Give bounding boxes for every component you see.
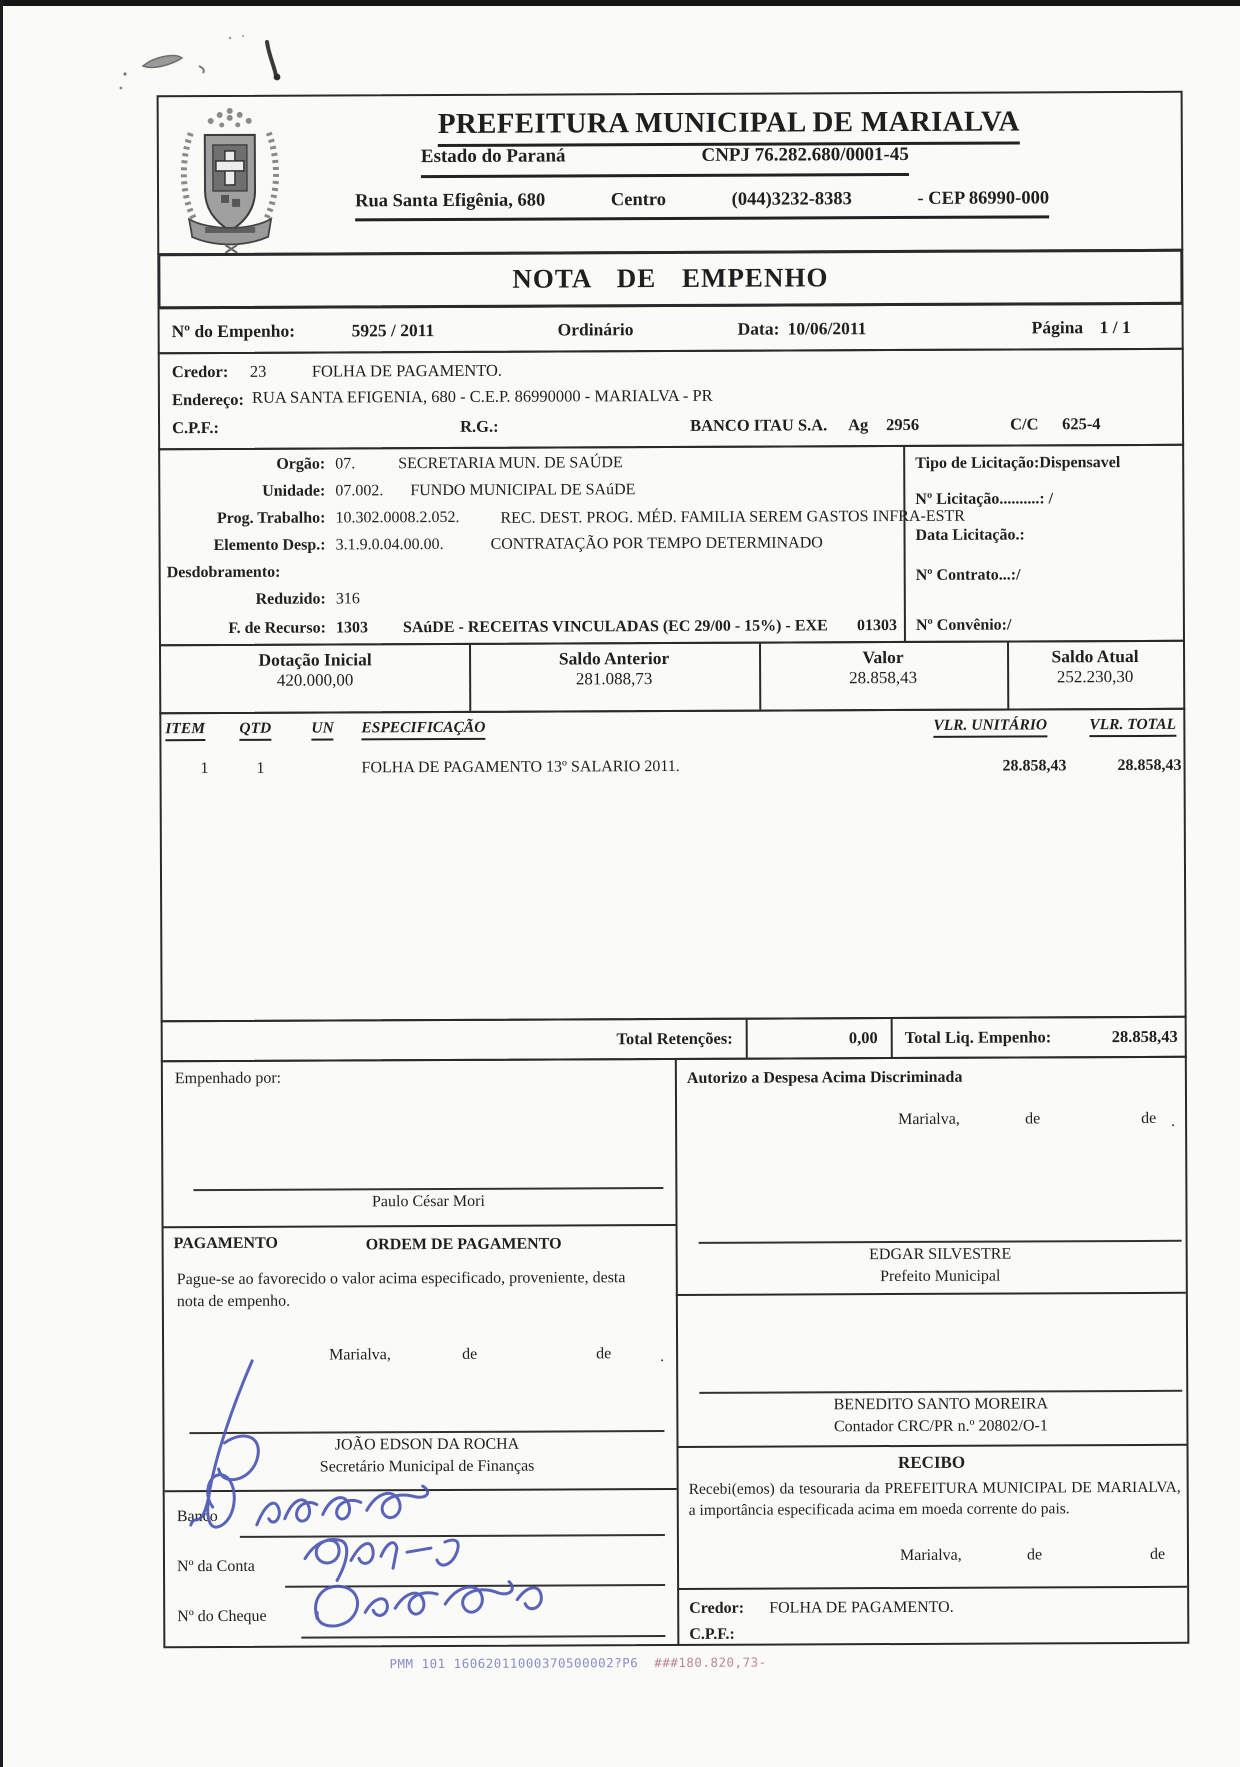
banco-handwriting-ink: [257, 1486, 428, 1525]
saldo-atual-label: Saldo Atual: [1051, 645, 1139, 667]
total-liq-value: 28.858,43: [1111, 1026, 1178, 1047]
left-dot: .: [660, 1348, 665, 1366]
orgao-desc: SECRETARIA MUN. DE SAÚDE: [398, 454, 623, 473]
nota-de-empenho-form: [157, 91, 1190, 1672]
item-number: 1: [200, 760, 209, 778]
empenho-date-label: Data:: [737, 318, 780, 339]
items-header-unit: VLR. UNITÁRIO: [933, 716, 1047, 737]
totals-divider-2: [891, 1019, 893, 1057]
right-de-2a: de: [1026, 1546, 1043, 1564]
conta-handwriting-ink: [305, 1539, 458, 1581]
signature-line-contador: [699, 1390, 1182, 1394]
left-panel-divider-1: [164, 1224, 676, 1228]
orgao-code: 07.: [335, 455, 356, 473]
data-licitacao: Data Licitação.:: [915, 526, 1025, 544]
right-de-1b: de: [1141, 1109, 1157, 1127]
header-address-row: [355, 188, 1049, 221]
sig-name-benedito-moreira: BENEDITO SANTO MOREIRA: [833, 1395, 1049, 1414]
header-org-name-wrap: [289, 105, 1169, 148]
document-title: NOTA DE EMPENHO: [512, 262, 829, 294]
left-de-1: de: [462, 1345, 478, 1363]
pague-se-text: Pague-se ao favorecido o valor acima especificado, proveniente, desta nota de empenho.: [176, 1269, 626, 1311]
sig-name-paulo-cesar-mori: Paulo César Mori: [371, 1192, 485, 1211]
fonte-recurso-desc: SAúDE - RECEITAS VINCULADAS (EC 29/00 - 15%) - EXE: [402, 617, 828, 637]
right-city-1: Marialva,: [898, 1110, 960, 1129]
valor-cell: [759, 647, 1007, 689]
recibo-text: Recebi(emos) da tesouraria da PREFEITURA MUNICIPAL DE MARIALVA, a importância especificada acima em moeda corrente do pais.: [688, 1478, 1181, 1519]
item-vlr-total: 28.858,43: [1117, 756, 1182, 775]
empenhado-por-label: Empenhado por:: [174, 1069, 282, 1088]
empenho-number-row: [158, 303, 1184, 354]
tipo-licitacao: Tipo de Licitação:Dispensavel: [915, 454, 1121, 472]
credor-label: Credor:: [171, 361, 229, 382]
sig-role-prefeito: Prefeito Municipal: [880, 1267, 1001, 1286]
coat-of-arms-logo: [171, 103, 290, 254]
total-retencoes-label: Total Retenções:: [616, 1028, 733, 1049]
items-header-un: UN: [311, 719, 333, 740]
bank-processing-stamp: [389, 1655, 766, 1672]
right-panel-divider-3: [677, 1586, 1187, 1590]
prog-trabalho-code: 10.302.0008.2.052.: [335, 508, 460, 527]
orgao-label: Orgão:: [276, 455, 326, 473]
totals-band: [161, 1016, 1187, 1062]
stamp-amount: ###180.820,73-: [654, 1654, 767, 1671]
licitacao-column-divider: [903, 447, 906, 641]
num-licitacao: Nº Licitação..........: /: [915, 490, 1054, 508]
empenho-date-value: 10/06/2011: [787, 318, 867, 339]
elemento-desp-code: 3.1.9.0.04.00.00.: [335, 535, 444, 554]
recibo-title: RECIBO: [897, 1452, 966, 1473]
page-value: 1 / 1: [1099, 316, 1131, 338]
right-de-2b: de: [1149, 1545, 1166, 1563]
org-name: PREFEITURA MUNICIPAL DE MARIALVA: [438, 105, 1020, 147]
unidade-code: 07.002.: [335, 482, 384, 500]
sig-name-joao-edson: JOÃO EDSON DA ROCHA: [334, 1435, 520, 1454]
handwritten-ink-overlay: [164, 1345, 685, 1647]
credor-code: 23: [249, 361, 267, 381]
item-qtd: 1: [256, 759, 265, 777]
saldo-anterior-label: Saldo Anterior: [558, 648, 670, 669]
items-header-total: VLR. TOTAL: [1089, 716, 1176, 737]
fonte-recurso-extra: 01303: [856, 617, 897, 635]
unidade-label: Unidade:: [262, 482, 326, 500]
total-liq-label: Total Liq. Empenho:: [904, 1027, 1052, 1047]
signature-line-prefeito: [699, 1240, 1182, 1244]
num-contrato: Nº Contrato...:/: [915, 566, 1021, 584]
items-header-qtd: QTD: [239, 720, 271, 741]
totals-divider-1: [746, 1020, 748, 1058]
items-header-item: ITEM: [165, 720, 205, 741]
stamp-code: PMM 101 16062011000370500002?P6: [389, 1655, 639, 1672]
right-panel-divider-2: [677, 1444, 1187, 1448]
saldo-atual-cell: [1007, 646, 1183, 688]
right-panel-divider-1: [676, 1292, 1186, 1296]
saldo-atual-value: 252.230,30: [1056, 666, 1134, 687]
agencia-value: 2956: [886, 414, 920, 435]
dotacao-inicial-value: 420.000,00: [276, 670, 354, 690]
sig-role-secretario-financas: Secretário Municipal de Finanças: [319, 1457, 535, 1476]
unidade-desc: FUNDO MUNICIPAL DE SAúDE: [410, 481, 636, 500]
cpf-label: C.P.F.:: [172, 417, 220, 438]
items-table: [159, 708, 1186, 1022]
left-de-2: de: [596, 1345, 612, 1363]
orgao-block: [158, 444, 1185, 646]
cep: - CEP 86990-000: [917, 188, 1050, 209]
empenho-number-value: 5925 / 2011: [351, 320, 435, 341]
right-dot-1: .: [1171, 1112, 1176, 1130]
prog-trabalho-label: Prog. Trabalho:: [216, 509, 326, 527]
item-espec: FOLHA DE PAGAMENTO 13º SALARIO 2011.: [361, 757, 680, 777]
signatures-section: [161, 1056, 1190, 1648]
page-label: Página: [1031, 317, 1084, 338]
scan-edge-left: [0, 0, 3, 1767]
left-city: Marialva,: [329, 1346, 391, 1364]
cheque-field-label: Nº do Cheque: [177, 1607, 267, 1626]
saldo-anterior-cell: [469, 648, 759, 690]
dotacao-table: [159, 640, 1185, 714]
elemento-desp-label: Elemento Desp.:: [213, 536, 326, 555]
valor-label: Valor: [862, 646, 904, 668]
conta-corrente-value: 625-4: [1062, 414, 1101, 434]
sig-role-contador: Contador CRC/PR n.º 20802/O-1: [833, 1417, 1048, 1436]
header-section: [157, 91, 1184, 255]
credor-block: [158, 348, 1184, 450]
pagamento-title: PAGAMENTO: [173, 1234, 278, 1253]
signature-joao-edson-ink: [190, 1361, 259, 1527]
district: Centro: [610, 190, 667, 211]
conta-corrente-label: C/C: [1010, 414, 1039, 434]
reduzido-label: Reduzido:: [255, 590, 326, 608]
items-header-espec: ESPECIFICAÇÃO: [361, 719, 485, 741]
saldo-anterior-value: 281.088,73: [575, 669, 653, 689]
banco-field-label: Banco: [176, 1507, 218, 1526]
cheque-handwriting-ink: [316, 1582, 542, 1627]
fonte-recurso-code: 1303: [335, 619, 368, 637]
recibo-cpf-label: C.P.F.:: [689, 1625, 735, 1643]
fonte-recurso-label: F. de Recurso:: [228, 619, 326, 637]
autorizo-title: Autorizo a Despesa Acima Discriminada: [686, 1068, 963, 1087]
conta-field-label: Nº da Conta: [176, 1557, 255, 1576]
right-de-1a: de: [1025, 1110, 1041, 1128]
elemento-desp-desc: CONTRATAÇÃO POR TEMPO DETERMINADO: [490, 534, 823, 553]
endereco-label: Endereço:: [171, 389, 245, 410]
dotacao-inicial-cell: [161, 649, 469, 691]
scan-edge-top: [0, 0, 1240, 6]
item-vlr-unitario: 28.858,43: [1002, 757, 1067, 775]
desdobramento-label: Desdobramento:: [166, 563, 281, 582]
cnpj-value: CNPJ 76.282.680/0001-45: [701, 143, 909, 166]
valor-value: 28.858,43: [849, 667, 918, 688]
state-label: Estado do Paraná: [420, 145, 566, 168]
banco-name: BANCO ITAU S.A.: [690, 415, 828, 435]
total-retencoes-value: 0,00: [848, 1028, 878, 1048]
empenho-kind: Ordinário: [557, 319, 634, 340]
street-address: Rua Santa Efigênia, 680: [355, 190, 546, 212]
rg-label: R.G.:: [460, 416, 499, 436]
agencia-label: Ag: [848, 415, 869, 435]
num-convenio: Nº Convênio:/: [915, 616, 1012, 634]
title-band: [157, 249, 1183, 309]
recibo-credor-value: FOLHA DE PAGAMENTO.: [769, 1598, 954, 1617]
credor-name: FOLHA DE PAGAMENTO.: [311, 360, 503, 381]
sig-name-edgar-silvestre: EDGAR SILVESTRE: [869, 1245, 1012, 1264]
header-state-cnpj-row: [421, 144, 909, 178]
recibo-credor-label: Credor:: [689, 1599, 745, 1617]
dotacao-inicial-label: Dotação Inicial: [258, 649, 372, 670]
prog-trabalho-desc: REC. DEST. PROG. MÉD. FAMILIA SEREM GASTOS INFRA-ESTR: [500, 507, 965, 527]
right-city-2: Marialva,: [899, 1546, 962, 1565]
reduzido-value: 316: [335, 590, 360, 608]
endereco-value: RUA SANTA EFIGENIA, 680 - C.E.P. 86990000 - MARIALVA - PR: [251, 385, 713, 407]
ordem-pagamento-title: ORDEM DE PAGAMENTO: [365, 1235, 562, 1254]
signature-line-empenhado: [193, 1187, 663, 1191]
phone: (044)3232-8383: [731, 189, 852, 210]
empenho-number-label: Nº do Empenho:: [171, 320, 296, 342]
pencil-scribble-marks: [95, 30, 355, 100]
